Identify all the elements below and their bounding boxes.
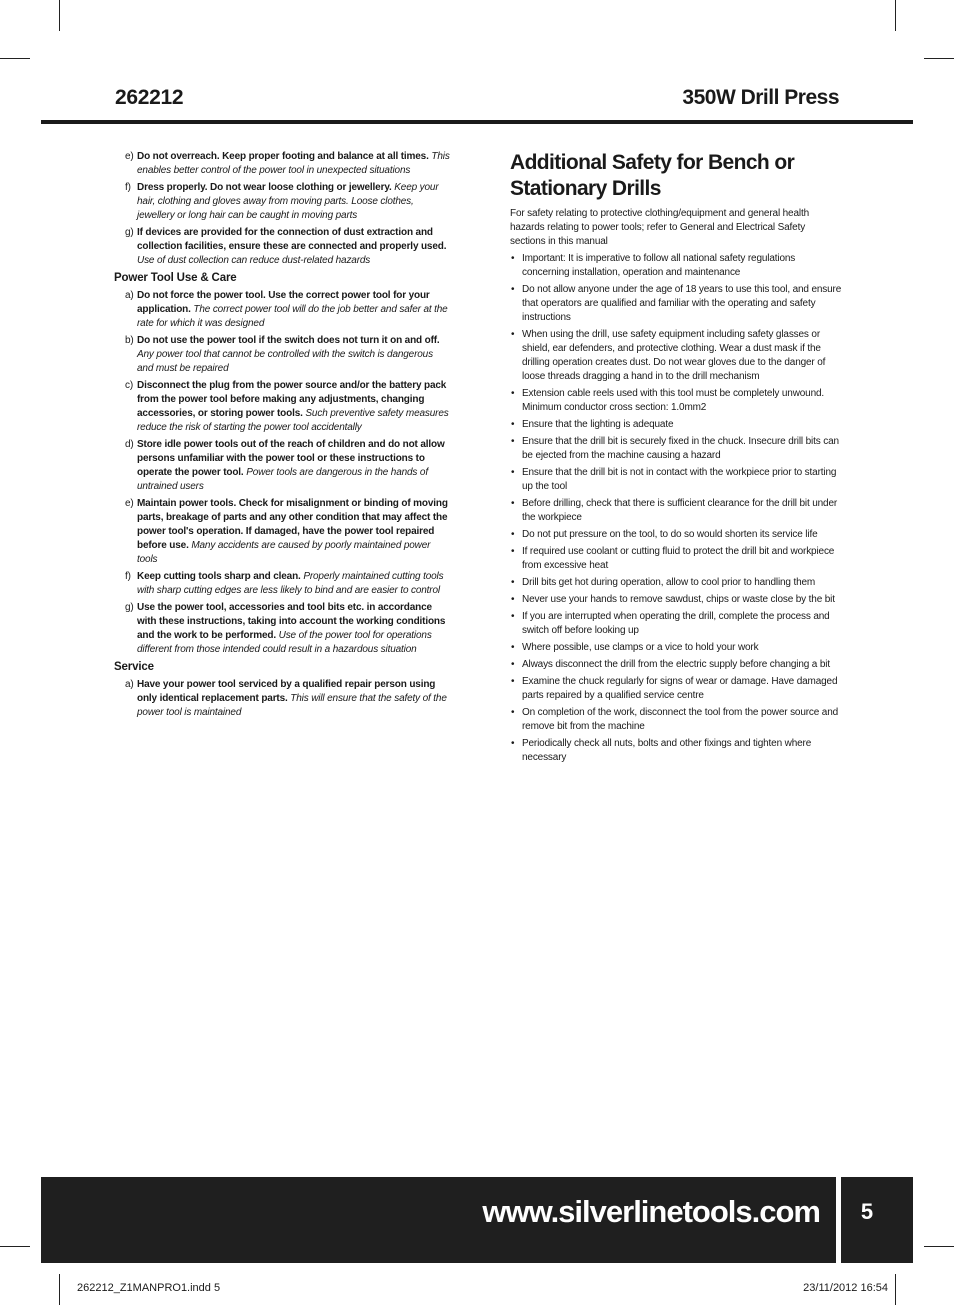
slug-file-name: 262212_Z1MANPRO1.indd 5	[77, 1282, 221, 1294]
list-item: • Do not put pressure on the tool, to do so would shorten its service life	[511, 529, 818, 540]
list-item: • If you are interrupted when operating the drill, complete the process and switch off before looking up	[511, 611, 830, 636]
list-item: • Drill bits get hot during operation, allow to cool prior to handling them	[511, 577, 816, 588]
list-item: • Where possible, use clamps or a vice to hold your work	[511, 642, 759, 653]
product-title: 350W Drill Press	[682, 86, 839, 109]
list-item: • Never use your hands to remove sawdust, chips or waste close by the bit	[511, 594, 835, 605]
section-heading-service: Service	[114, 661, 154, 673]
list-item: a) Do not force the power tool. Use the correct power tool for your application. The correct power tool will do the job better and safer at the rate for which it was designed	[125, 290, 448, 329]
list-item: a) Have your power tool serviced by a qualified repair person using only identical replacement parts. This will ensure that the safety of the power tool is maintained	[125, 679, 447, 718]
list-item: g) If devices are provided for the connection of dust extraction and collection facilities, ensure these are connected and properly used. Use of dust collection can reduce dust-related hazards	[125, 227, 447, 266]
section-title: Additional Safety for Bench or Stationary Drills	[510, 151, 795, 200]
crop-mark	[895, 0, 896, 31]
list-item: g) Use the power tool, accessories and tool bits etc. in accordance with these instructions, taking into account the working conditions and the work to be performed. Use of the power tool for operations different from those intended could result in a hazardous situation	[125, 602, 446, 655]
list-item: e) Maintain power tools. Check for misalignment or binding of moving parts, breakage of parts and any other condition that may affect the power tool's operation. If damaged, have the power tool repaired before use. Many accidents are caused by poorly maintained power tools	[125, 498, 448, 565]
list-item: • Before drilling, check that there is sufficient clearance for the drill bit under the workpiece	[511, 498, 838, 523]
list-item: f) Dress properly. Do not wear loose clothing or jewellery. Keep your hair, clothing and gloves away from moving parts. Loose clothes, jewellery or long hair can be caught in moving parts	[125, 182, 439, 221]
crop-mark	[924, 58, 954, 59]
crop-mark	[924, 1246, 954, 1247]
list-item: • Ensure that the drill bit is not in contact with the workpiece prior to starting up the tool	[511, 467, 837, 492]
list-item: d) Store idle power tools out of the reach of children and do not allow persons unfamiliar with the power tool or these instructions to operate the power tool. Power tools are dangerous in the hands of untrained users	[125, 439, 445, 492]
list-item: • If required use coolant or cutting fluid to protect the drill bit and workpiece from excessive heat	[511, 546, 835, 571]
list-item: • Ensure that the lighting is adequate	[511, 419, 674, 430]
list-item: • When using the drill, use safety equipment including safety glasses or shield, ear defenders, and protective clothing. Wear a dust mask if the drilling operation creates dust. Do not wear gloves due to the danger of loose threads dragging a hand in to the drill mechanism	[511, 329, 826, 382]
section-heading-use-care: Power Tool Use & Care	[114, 272, 237, 284]
crop-mark	[59, 0, 60, 31]
list-item: • Periodically check all nuts, bolts and other fixings and tighten where necessary	[511, 738, 812, 763]
slug-date-time: 23/11/2012 16:54	[803, 1282, 888, 1294]
crop-mark	[0, 1246, 30, 1247]
list-item: e) Do not overreach. Keep proper footing and balance at all times. This enables better control of the power tool in unexpected situations	[125, 151, 450, 176]
list-item: f) Keep cutting tools sharp and clean. Properly maintained cutting tools with sharp cutting edges are less likely to bind and are easier to control	[125, 571, 444, 596]
crop-mark	[0, 58, 30, 59]
list-item: c) Disconnect the plug from the power source and/or the battery pack from the power tool before making any adjustments, changing accessories, or storing power tools. Such preventive safety measures reduce the risk of starting the power tool accidentally	[125, 380, 449, 433]
list-item: • Extension cable reels used with this tool must be completely unwound. Minimum conductor cross section: 1.0mm2	[511, 388, 825, 413]
list-item: • Examine the chuck regularly for signs of wear or damage. Have damaged parts repaired by a qualified service centre	[511, 676, 838, 701]
page-number: 5	[860, 1199, 874, 1224]
safety-bullet-list	[510, 252, 842, 765]
list-item: b) Do not use the power tool if the switch does not turn it on and off. Any power tool that cannot be controlled with the switch is dangerous and must be repaired	[125, 335, 440, 374]
crop-mark	[895, 1274, 896, 1305]
left-column	[114, 150, 450, 723]
crop-mark	[59, 1274, 60, 1305]
list-item: • Always disconnect the drill from the electric supply before changing a bit	[511, 659, 830, 670]
website-url[interactable]: www.silverlinetools.com	[482, 1194, 820, 1229]
header-rule	[41, 120, 913, 124]
intro-paragraph: For safety relating to protective clothing/equipment and general health hazards relating to power tools; refer to General and Electrical Safety sections in this manual	[510, 208, 809, 247]
model-number: 262212	[115, 86, 184, 109]
list-item: • Important: It is imperative to follow all national safety regulations concerning installation, operation and maintenance	[511, 253, 796, 278]
list-item: • Ensure that the drill bit is securely fixed in the chuck. Insecure drill bits can be ejected from the machine causing a hazard	[511, 436, 839, 461]
list-item: • Do not allow anyone under the age of 18 years to use this tool, and ensure that operators are qualified and familiar with the operating and safety instructions	[511, 284, 842, 323]
right-column	[510, 150, 842, 768]
list-item: • On completion of the work, disconnect the tool from the power source and remove bit from the machine	[511, 707, 839, 732]
footer-bar	[41, 1177, 836, 1263]
page-number-box	[841, 1177, 913, 1263]
